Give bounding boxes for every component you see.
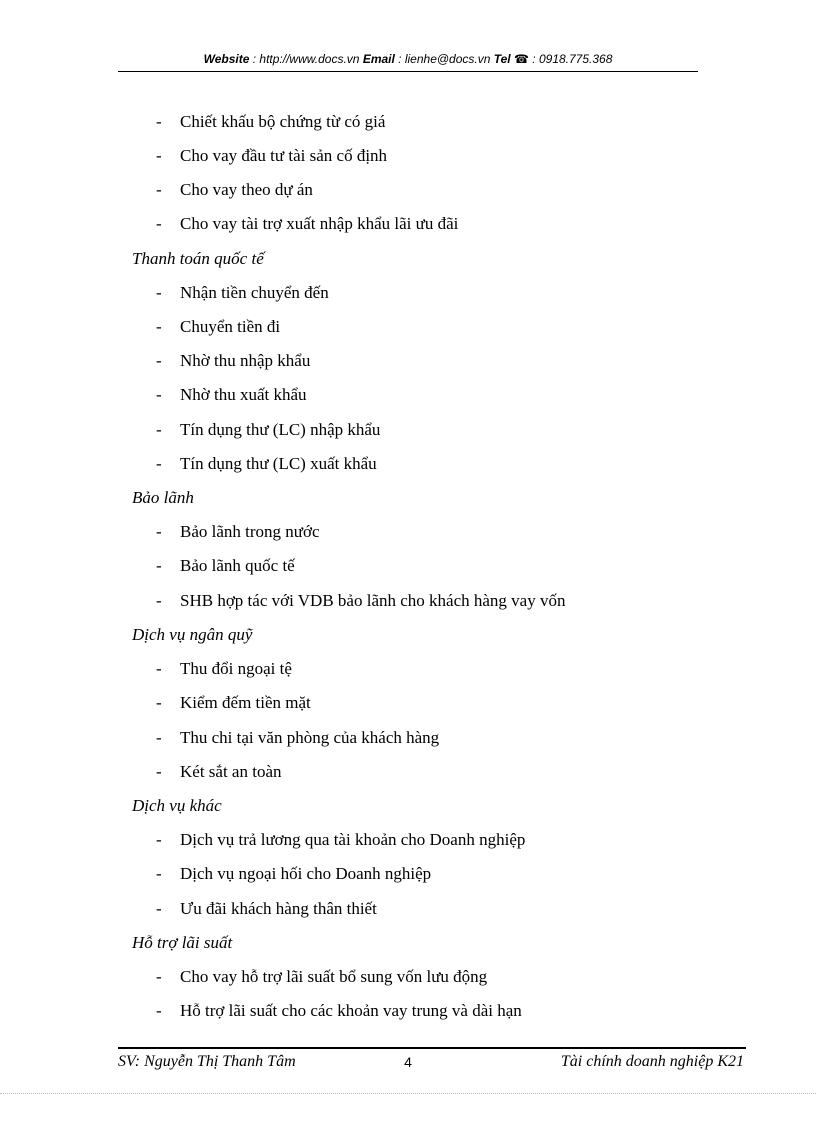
list-item: - Tín dụng thư (LC) xuất khẩu (156, 452, 377, 476)
bullet-dash: - (156, 1001, 162, 1020)
list-item: - Cho vay đầu tư tài sản cố định (156, 144, 387, 168)
bullet-dash: - (156, 180, 162, 199)
list-item: - Kiểm đếm tiền mặt (156, 691, 311, 715)
website-label: Website (203, 52, 250, 66)
tel-value: : 0918.775.368 (532, 52, 613, 66)
list-item: - Thu chi tại văn phòng của khách hàng (156, 726, 439, 750)
list-item: - Nhận tiền chuyển đến (156, 281, 329, 305)
bullet-dash: - (156, 899, 162, 918)
footer-divider (118, 1047, 746, 1049)
list-item: - Két sắt an toàn (156, 760, 282, 784)
list-item: - Chuyển tiền đi (156, 315, 280, 339)
bullet-dash: - (156, 214, 162, 233)
list-item: - Nhờ thu xuất khẩu (156, 383, 307, 407)
footer-author: SV: Nguyễn Thị Thanh Tâm (118, 1053, 296, 1070)
list-item: - SHB hợp tác với VDB bảo lãnh cho khách hàng vay vốn (156, 589, 565, 613)
list-item: - Nhờ thu nhập khẩu (156, 349, 310, 373)
page-number: 4 (404, 1054, 412, 1070)
bullet-dash: - (156, 762, 162, 781)
bullet-dash: - (156, 420, 162, 439)
list-item: - Cho vay hỗ trợ lãi suất bổ sung vốn lưu động (156, 965, 487, 989)
page-header (118, 50, 698, 72)
bullet-dash: - (156, 385, 162, 404)
list-item: - Hỗ trợ lãi suất cho các khoản vay trung và dài hạn (156, 999, 522, 1023)
email-value: : lienhe@docs.vn (398, 52, 491, 66)
list-item: - Bảo lãnh trong nước (156, 520, 320, 544)
bullet-dash: - (156, 728, 162, 747)
bullet-dash: - (156, 112, 162, 131)
list-item: - Tín dụng thư (LC) nhập khẩu (156, 418, 380, 442)
bullet-dash: - (156, 522, 162, 541)
section-heading: Bảo lãnh (132, 488, 194, 507)
bullet-dash: - (156, 830, 162, 849)
section-heading: Thanh toán quốc tế (132, 249, 264, 268)
bullet-dash: - (156, 967, 162, 986)
bullet-dash: - (156, 283, 162, 302)
section-heading: Dịch vụ khác (132, 796, 222, 815)
list-item: - Dịch vụ trả lương qua tài khoản cho Doanh nghiệp (156, 828, 525, 852)
phone-icon: ☎ (514, 52, 529, 66)
list-item: - Ưu đãi khách hàng thân thiết (156, 897, 377, 921)
list-item: - Chiết khấu bộ chứng từ có giá (156, 110, 385, 134)
list-item: - Cho vay theo dự án (156, 178, 313, 202)
tel-label: Tel (493, 52, 511, 66)
website-value: : http://www.docs.vn (252, 52, 360, 66)
bullet-dash: - (156, 351, 162, 370)
list-item: - Bảo lãnh quốc tế (156, 554, 295, 578)
list-item: - Dịch vụ ngoại hối cho Doanh nghiệp (156, 862, 431, 886)
email-label: Email (362, 52, 395, 66)
list-item: - Thu đổi ngoại tệ (156, 657, 292, 681)
section-heading: Dịch vụ ngân quỹ (132, 625, 253, 644)
bullet-dash: - (156, 454, 162, 473)
bullet-dash: - (156, 317, 162, 336)
section-heading: Hỗ trợ lãi suất (132, 933, 233, 952)
footer-course: Tài chính doanh nghiệp K21 (560, 1053, 744, 1070)
bullet-dash: - (156, 556, 162, 575)
list-item: - Cho vay tài trợ xuất nhập khẩu lãi ưu đãi (156, 212, 458, 236)
bullet-dash: - (156, 693, 162, 712)
bullet-dash: - (156, 146, 162, 165)
bullet-dash: - (156, 864, 162, 883)
page-boundary-dotted (0, 1093, 816, 1094)
bullet-dash: - (156, 591, 162, 610)
bullet-dash: - (156, 659, 162, 678)
